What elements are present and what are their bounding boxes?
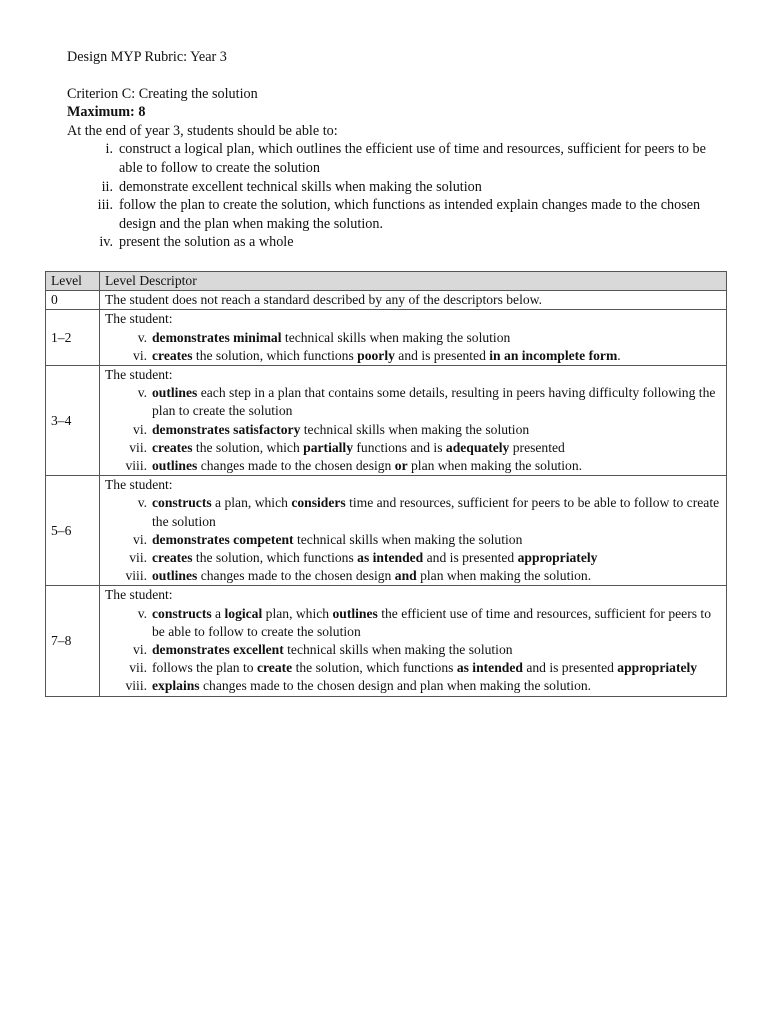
descriptor-text — [152, 421, 721, 439]
objective-number: iii. — [97, 197, 113, 214]
descriptor-fragment: a plan, which — [211, 495, 292, 511]
descriptor-number: vi. — [133, 642, 147, 658]
descriptor-number: v. — [137, 605, 147, 621]
level-cell: 7–8 — [46, 586, 100, 696]
descriptor-fragment: technical skills when making the solution — [300, 421, 530, 437]
level-cell: 1–2 — [46, 310, 100, 366]
descriptor-fragment: the solution, which functions — [292, 660, 457, 676]
descriptor-fragment: and is presented — [394, 347, 490, 363]
objective-item — [67, 140, 727, 177]
objectives-intro: At the end of year 3, students should be able to: — [67, 122, 338, 139]
descriptor-intro: The student: — [105, 477, 173, 493]
descriptor-emphasis: appropriately — [517, 550, 598, 566]
descriptor-emphasis: constructs — [152, 495, 212, 511]
level-column-header: Level — [46, 272, 100, 291]
descriptor-emphasis: explains — [152, 678, 200, 694]
descriptor-emphasis: demonstrates satisfactory — [152, 421, 301, 437]
descriptor-cell — [100, 366, 727, 476]
level-cell: 0 — [46, 291, 100, 310]
descriptor-item — [105, 641, 721, 659]
descriptor-cell: The student does not reach a standard described by any of the descriptors below. — [100, 291, 727, 310]
descriptor-fragment: the solution, which functions — [192, 550, 358, 566]
descriptor-fragment: plan when making the solution. — [416, 568, 592, 584]
descriptor-list — [105, 605, 721, 696]
descriptor-number: v. — [137, 329, 147, 345]
descriptor-text — [152, 605, 721, 641]
descriptor-cell — [100, 586, 727, 696]
descriptor-emphasis: demonstrates minimal — [152, 329, 282, 345]
descriptor-list — [105, 329, 721, 365]
descriptor-emphasis: partially — [303, 439, 353, 455]
descriptor-emphasis: outlines — [152, 568, 198, 584]
descriptor-fragment: follows the plan to — [152, 660, 257, 676]
descriptor-emphasis: demonstrates competent — [152, 531, 294, 547]
criterion-title: Criterion C: Creating the solution — [67, 85, 258, 102]
descriptor-number: viii. — [125, 568, 147, 584]
descriptor-fragment: changes made to the chosen design and plan when making the solution. — [199, 678, 592, 694]
descriptor-text — [152, 531, 721, 549]
descriptor-number: vii. — [129, 439, 147, 455]
descriptor-fragment: presented — [509, 439, 565, 455]
descriptor-item — [105, 421, 721, 439]
descriptor-text — [152, 659, 721, 677]
descriptor-emphasis: in an incomplete form — [489, 347, 618, 363]
descriptor-item — [105, 494, 721, 530]
descriptor-intro: The student: — [105, 311, 173, 327]
objective-text: demonstrate excellent technical skills when making the solution — [119, 178, 482, 195]
descriptor-fragment: and is presented — [423, 550, 518, 566]
descriptor-emphasis: creates — [152, 439, 193, 455]
descriptor-number: v. — [137, 385, 147, 401]
descriptor-fragment: plan when making the solution. — [407, 458, 583, 474]
descriptor-number: v. — [137, 495, 147, 511]
objective-item — [67, 196, 727, 233]
descriptor-fragment: changes made to the chosen design — [197, 458, 395, 474]
descriptor-item — [105, 384, 721, 420]
descriptor-number: vi. — [133, 421, 147, 437]
descriptor-emphasis: create — [256, 660, 293, 676]
descriptor-emphasis: creates — [152, 347, 193, 363]
descriptor-emphasis: or — [394, 458, 408, 474]
table-row — [46, 586, 727, 696]
descriptor-text — [152, 677, 721, 695]
descriptor-number: vi. — [133, 347, 147, 363]
objective-text: follow the plan to create the solution, which functions as intended explain changes made to the chosen design and the plan when making the solution. — [119, 197, 701, 232]
descriptor-item — [105, 549, 721, 567]
descriptor-fragment: the efficient use of time and resources, sufficient for peers to be able to follow to create the solution — [152, 605, 712, 639]
descriptor-fragment: functions and is — [353, 439, 446, 455]
descriptor-fragment: each step in a plan that contains some details, resulting in peers having difficulty following the plan to create the solution — [152, 385, 716, 419]
table-row — [46, 310, 727, 366]
descriptor-list — [105, 384, 721, 475]
descriptor-item — [105, 347, 721, 365]
descriptor-emphasis: as intended — [357, 550, 424, 566]
level-cell: 5–6 — [46, 476, 100, 586]
descriptor-intro: The student: — [105, 367, 173, 383]
descriptor-column-header: Level Descriptor — [100, 272, 727, 291]
descriptor-text — [152, 439, 721, 457]
descriptor-cell — [100, 476, 727, 586]
descriptor-item — [105, 659, 721, 677]
descriptor-emphasis: poorly — [357, 347, 395, 363]
descriptor-fragment: technical skills when making the solution — [281, 329, 511, 345]
descriptor-number: viii. — [125, 678, 147, 694]
descriptor-number: viii. — [125, 458, 147, 474]
descriptor-fragment: and is presented — [522, 660, 618, 676]
descriptor-emphasis: demonstrates excellent — [152, 642, 284, 658]
descriptor-text — [152, 567, 721, 585]
table-body — [46, 291, 727, 696]
descriptor-item — [105, 531, 721, 549]
descriptor-item — [105, 567, 721, 585]
descriptor-list — [105, 494, 721, 585]
descriptor-text — [152, 329, 721, 347]
descriptor-emphasis: constructs — [152, 605, 212, 621]
descriptor-item — [105, 439, 721, 457]
descriptor-fragment: plan, which — [262, 605, 333, 621]
descriptor-number: vi. — [133, 531, 147, 547]
descriptor-emphasis: considers — [291, 495, 346, 511]
table-header-row — [46, 272, 727, 291]
descriptor-cell — [100, 310, 727, 366]
descriptor-item — [105, 605, 721, 641]
descriptor-fragment: the solution, which — [192, 439, 304, 455]
objective-item — [67, 178, 727, 197]
descriptor-item — [105, 677, 721, 695]
objective-number: iv. — [99, 234, 113, 251]
descriptor-fragment: changes made to the chosen design — [197, 568, 395, 584]
descriptor-text — [152, 347, 721, 365]
objective-number: ii. — [101, 178, 113, 195]
maximum-score: Maximum: 8 — [67, 104, 146, 121]
table-row — [46, 291, 727, 310]
descriptor-number: vii. — [129, 660, 147, 676]
descriptor-emphasis: logical — [224, 605, 263, 621]
objective-text: construct a logical plan, which outlines the efficient use of time and resources, sufficient for peers to be able to follow to create the solution — [119, 141, 706, 176]
table-row — [46, 476, 727, 586]
rubric-title: Design MYP Rubric: Year 3 — [67, 49, 227, 65]
descriptor-emphasis: outlines — [332, 605, 378, 621]
descriptor-emphasis: as intended — [456, 660, 523, 676]
descriptor-text — [152, 641, 721, 659]
descriptor-emphasis: outlines — [152, 385, 198, 401]
descriptor-fragment: the solution, which functions — [192, 347, 358, 363]
descriptor-emphasis: appropriately — [617, 660, 698, 676]
descriptor-emphasis: adequately — [445, 439, 510, 455]
objectives-list — [67, 140, 727, 252]
descriptor-text — [152, 457, 721, 475]
descriptor-fragment: a — [211, 605, 225, 621]
descriptor-text — [152, 549, 721, 567]
descriptor-emphasis: creates — [152, 550, 193, 566]
descriptor-emphasis: and — [394, 568, 417, 584]
descriptor-item — [105, 457, 721, 475]
descriptor-text — [152, 494, 721, 530]
objective-number: i. — [105, 141, 113, 158]
descriptor-number: vii. — [129, 550, 147, 566]
rubric-header — [67, 48, 727, 252]
level-cell: 3–4 — [46, 366, 100, 476]
table-row — [46, 366, 727, 476]
descriptor-fragment: . — [617, 347, 621, 363]
descriptor-emphasis: outlines — [152, 458, 198, 474]
descriptor-text — [152, 384, 721, 420]
descriptor-fragment: technical skills when making the solution — [293, 531, 523, 547]
objective-text: present the solution as a whole — [119, 234, 294, 251]
rubric-table — [45, 271, 727, 697]
objective-item — [67, 233, 727, 252]
descriptor-intro: The student: — [105, 587, 173, 603]
descriptor-fragment: technical skills when making the solution — [283, 642, 513, 658]
descriptor-item — [105, 329, 721, 347]
descriptor-fragment: time and resources, sufficient for peers to be able to follow to create the solution — [152, 495, 720, 529]
